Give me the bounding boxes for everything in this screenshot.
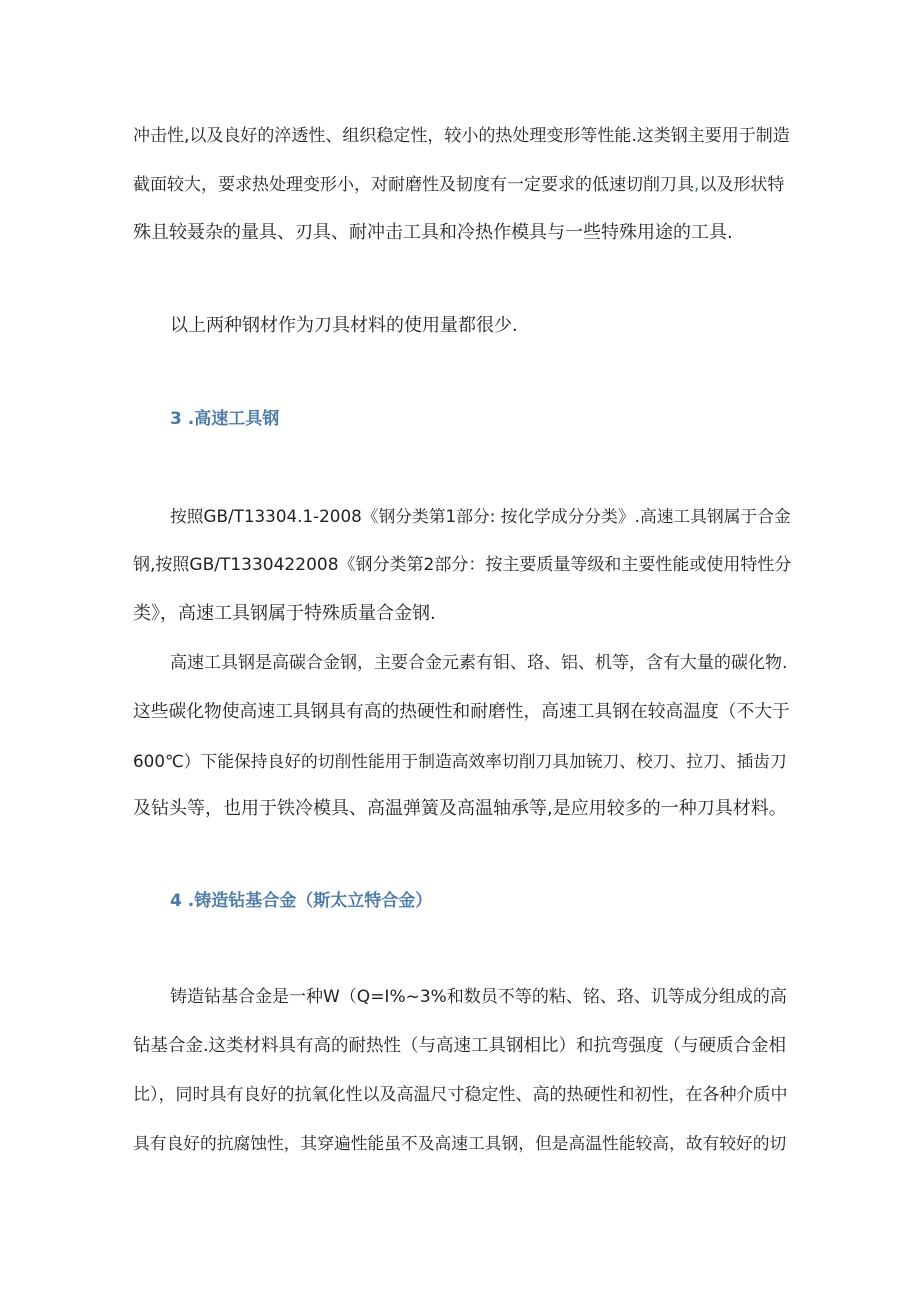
accent-comma: , [694,175,700,195]
paragraph-line: 具有良好的抗腐蚀性，其穿遍性能虽不及高速工具钢，但是高温性能较高，故有较好的切 [133,1133,787,1153]
paragraph-line: 及钻头等，也用于铁冷模具、高温弹簧及高温轴承等,是应用较多的一种刀具材料。 [133,798,787,819]
paragraph-text: 截面较大，要求热处理变形小，对耐磨性及韧度有一定要求的低速切削刀具 [133,175,694,195]
section-heading-4: 4 .铸造钻基合金（斯太立特合金） [170,891,433,911]
section-heading-3: 3 .高速工具钢 [170,409,280,429]
paragraph-line: 600℃）下能保持良好的切削性能用于制造高效率切削刀具加铳刀、校刀、拉刀、插齿刀 [133,751,787,771]
paragraph-line [133,172,784,198]
paragraph-line: 钻基合金.这类材料具有高的耐热性（与高速工具钢相比）和抗弯强度（与硬质合金相 [133,1036,787,1056]
paragraph-line: 钢,按照GB/T1330422008《钢分类第2部分：按主要质量等级和主要性能或使用特性分 [133,555,792,575]
paragraph-line: 高速工具钢是高碳合金钢，主要合金元素有钼、珞、铝、机等，含有大量的碳化物. [170,653,788,673]
paragraph-text: 以及形状特 [699,175,785,195]
paragraph-line: 按照GB/T13304.1-2008《钢分类第1部分: 按化学成分分类》.高速工具钢属于合金 [170,506,791,526]
paragraph-line: 铸造钻基合金是一种W（Q=I%~3%和数员不等的粘、铭、珞、讥等成分组成的高 [170,987,787,1007]
paragraph-line: 殊且较聂杂的量具、刃具、耐冲击工具和冷热作模具与一些特殊用途的工具. [133,222,733,243]
paragraph-line: 类》，高速工具钢属于特殊质量合金钢. [133,603,436,624]
paragraph-line: 冲击性,以及良好的淬透性、组织稳定性，较小的热处理变形等性能.这类钢主要用于制造 [133,126,790,146]
paragraph-line: 这些碳化物使高速工具钢具有高的热硬性和耐磨性，高速工具钢在较高温度（不大于 [133,702,790,722]
paragraph-line: 比），同时具有良好的抗氧化性以及高温尺寸稳定性、高的热硬性和初性，在各种介质中 [133,1085,788,1105]
summary-paragraph: 以上两种钢材作为刀具材料的使用量都很少. [170,315,518,336]
